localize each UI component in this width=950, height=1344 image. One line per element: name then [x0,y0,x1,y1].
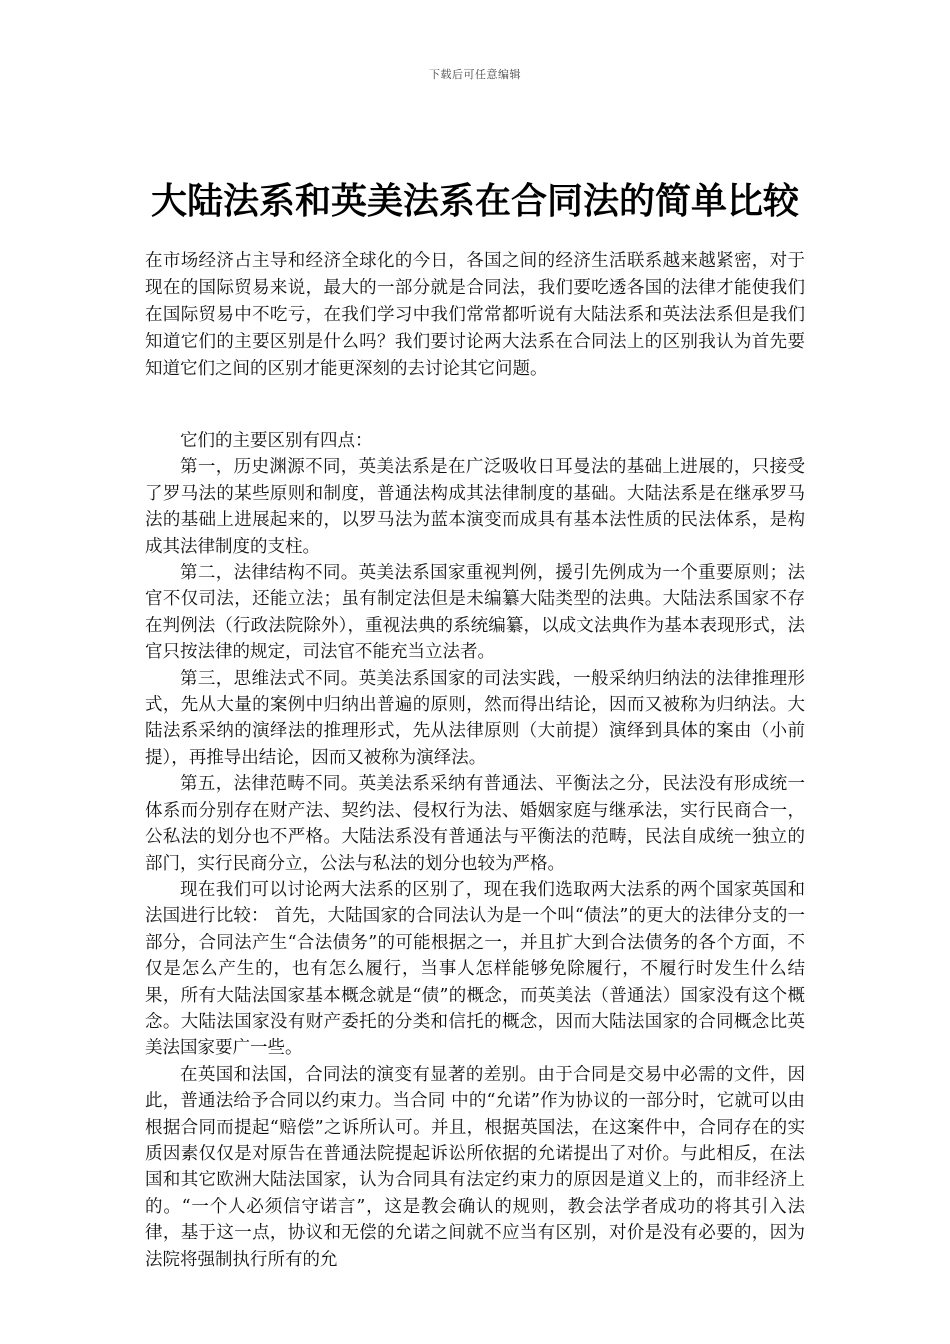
body-paragraph-evolution: 在英国和法国，合同法的演变有显著的差别。由于合同是交易中必需的文件，因此，普通法给予合同以约束力。当合同 中的“允诺”作为协议的一部分时，它就可以由根据合同而提起“赔偿”之诉所认可。并且，根据英国法，在这案件中，合同存在的实质因素仅仅是对原告在普通法院提起诉讼所依据的允诺提出了对价。与此相反，在法国和其它欧洲大陆法国家，认为合同具有法定约束力的原因是道义上的，而非经济上的。“一个人必须信守诺言”，这是教会确认的规则，教会法学者成功的将其引入法律，基于这一点，协议和无偿的允诺之间就不应当有区别，对价是没有必要的，因为法院将强制执行所有的允 [145,1064,805,1270]
body-paragraph-history: 第一，历史渊源不同，英美法系是在广泛吸收日耳曼法的基础上进展的，只接受了罗马法的某些原则和制度，普通法构成其法律制度的基础。大陆法系是在继承罗马法的基础上进展起来的，以罗马法为蓝本演变而成具有基本法性质的民法体系，是构成其法律制度的支柱。 [145,457,805,557]
document-body [145,428,805,1273]
body-paragraph-scope: 第五，法律范畴不同。英美法系采纳有普通法、平衡法之分，民法没有形成统一体系而分别存在财产法、契约法、侵权行为法、婚姻家庭与继承法，实行民商合一，公私法的划分也不严格。大陆法系没有普通法与平衡法的范畴，民法自成统一独立的部门，实行民商分立，公法与私法的划分也较为严格。 [145,774,805,874]
body-paragraph-comparison: 现在我们可以讨论两大法系的区别了，现在我们选取两大法系的两个国家英国和法国进行比较： 首先，大陆国家的合同法认为是一个叫“债法”的更大的法律分支的一部分，合同法产生“合法债务”的可能根据之一，并且扩大到合法债务的各个方面，不仅是怎么产生的，也有怎么履行，当事人怎样能够免除履行，不履行时发生什么结果，所有大陆法国家基本概念就是“债”的概念，而英美法（普通法）国家没有这个概念。大陆法国家没有财产委托的分类和信托的概念，因而大陆法国家的合同概念比英美法国家要广一些。 [145,879,805,1059]
body-paragraph-summary: 它们的主要区别有四点： [180,431,373,451]
document-title: 大陆法系和英美法系在合同法的简单比较 [150,181,799,222]
body-paragraph-structure: 第二，法律结构不同。英美法系国家重视判例，援引先例成为一个重要原则；法官不仅司法，还能立法；虽有制定法但是未编纂大陆类型的法典。大陆法系国家不存在判例法（行政法院除外），重视法典的系统编纂，以成文法典作为基本表现形式，法官只按法律的规定，司法官不能充当立法者。 [145,563,805,663]
intro-paragraph: 在市场经济占主导和经济全球化的今日，各国之间的经济生活联系越来越紧密，对于现在的国际贸易来说，最大的一部分就是合同法，我们要吃透各国的法律才能使我们在国际贸易中不吃亏，在我们学习中我们常常都听说有大陆法系和英法法系但是我们知道它们的主要区别是什么吗？我们要讨论两大法系在合同法上的区别我认为首先要知道它们之间的区别才能更深刻的去讨论其它问题。 [145,251,805,379]
body-paragraph-reasoning: 第三，思维法式不同。英美法系国家的司法实践，一般采纳归纳法的法律推理形式，先从大量的案例中归纳出普遍的原则，然而得出结论，因而又被称为归纳法。大陆法系采纳的演绎法的推理形式，先从法律原则（大前提）演绎到具体的案由（小前提），再推导出结论，因而又被称为演绎法。 [145,668,805,768]
header-note: 下载后可任意编辑 [429,68,521,81]
